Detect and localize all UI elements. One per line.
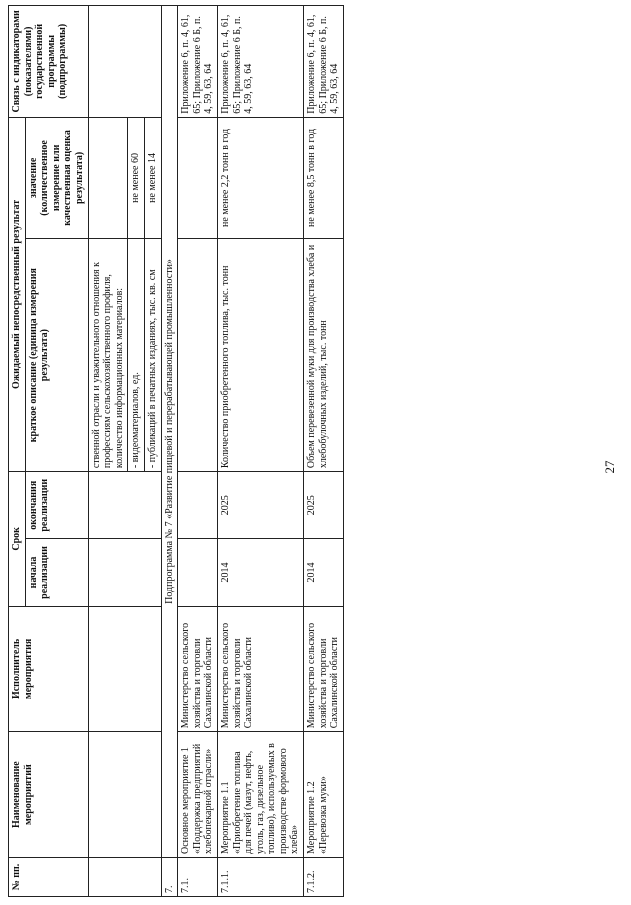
row-num: 7.1. bbox=[178, 857, 218, 896]
row-link: Приложение 6, п. 4, 61, 65; Приложение 6 Б, п. 4, 59, 63, 64 bbox=[178, 6, 218, 118]
program-table bbox=[8, 5, 344, 897]
row-start bbox=[178, 539, 218, 606]
row-value: не менее 2,2 тонн в год bbox=[217, 117, 303, 238]
row-start: 2014 bbox=[304, 539, 344, 606]
header-result: Ожидаемый непосредственный результат bbox=[9, 117, 26, 471]
row-executor: Министерство сельского хозяйства и торговли Сахалинской области bbox=[178, 606, 218, 732]
carry-over-item-desc: - видеоматериалов, ед. bbox=[128, 239, 145, 472]
header-name: Наименование мероприятий bbox=[9, 732, 89, 858]
row-end bbox=[178, 472, 218, 539]
table-row bbox=[178, 6, 218, 897]
cell-empty bbox=[88, 117, 128, 238]
carry-over-item-value: не менее 60 bbox=[128, 117, 145, 238]
row-name: Основное мероприятие 1 «Поддержка предприятий хлебопекарной отрасли» bbox=[178, 732, 218, 858]
header-term-start: начала реализации bbox=[25, 539, 88, 606]
header-num: № пп. bbox=[9, 857, 89, 896]
page-number: 27 bbox=[602, 460, 617, 474]
carry-over-description: ственной отрасли и уважительного отношения к профессиям сельскохозяйственного профиля, количество информационных материалов: bbox=[88, 239, 128, 472]
table-row bbox=[304, 6, 344, 897]
row-name: Мероприятие 1.2 «Перевозка муки» bbox=[304, 732, 344, 858]
row-value bbox=[178, 117, 218, 238]
header-term-end: окончания реализации bbox=[25, 472, 88, 539]
row-executor: Министерство сельского хозяйства и торговли Сахалинской области bbox=[304, 606, 344, 732]
header-term: Срок bbox=[9, 472, 26, 606]
header-result-desc: краткое описание (единица измерения результата) bbox=[25, 239, 88, 472]
subprogram-num: 7. bbox=[161, 857, 178, 896]
header-link: Связь с индикаторами (показателями) государственной программы (подпрограммы) bbox=[9, 6, 89, 118]
subprogram-row bbox=[161, 6, 178, 897]
row-desc: Количество приобретенного топлива, тыс. тонн bbox=[217, 239, 303, 472]
header-result-value: значение (количественное измерение или качественная оценка результата) bbox=[25, 117, 88, 238]
carry-over-item-value: не менее 14 bbox=[144, 117, 161, 238]
row-desc bbox=[178, 239, 218, 472]
carry-over-row bbox=[88, 6, 128, 897]
row-end: 2025 bbox=[304, 472, 344, 539]
cell-empty bbox=[88, 732, 161, 858]
row-name: Мероприятие 1.1 «Приобретение топлива для печей (мазут, нефть, уголь, газ, дизельное топливо), используемых в производстве формового хлеба» bbox=[217, 732, 303, 858]
row-start: 2014 bbox=[217, 539, 303, 606]
cell-empty bbox=[88, 6, 161, 118]
row-desc: Объем перевезенной муки для производства хлеба и хлебобулочных изделий, тыс. тонн bbox=[304, 239, 344, 472]
carry-over-item-desc: - публикаций в печатных изданиях, тыс. кв. см bbox=[144, 239, 161, 472]
row-num: 7.1.1. bbox=[217, 857, 303, 896]
row-end: 2025 bbox=[217, 472, 303, 539]
row-link: Приложение 6, п. 4, 61, 65; Приложение 6 Б, п. 4, 59, 63, 64 bbox=[217, 6, 303, 118]
row-executor: Министерство сельского хозяйства и торговли Сахалинской области bbox=[217, 606, 303, 732]
row-link: Приложение 6, п. 4, 61, 65; Приложение 6 Б, п. 4, 59, 63, 64 bbox=[304, 6, 344, 118]
header-executor: Исполнитель мероприятия bbox=[9, 606, 89, 732]
row-num: 7.1.2. bbox=[304, 857, 344, 896]
cell-empty bbox=[88, 857, 161, 896]
row-value: не менее 8,5 тонн в год bbox=[304, 117, 344, 238]
header-row bbox=[9, 6, 26, 897]
table-row bbox=[217, 6, 303, 897]
cell-empty bbox=[88, 472, 161, 539]
cell-empty bbox=[88, 606, 161, 732]
cell-empty bbox=[88, 539, 161, 606]
subprogram-title: Подпрограмма № 7 «Развитие пищевой и перерабатывающей промышленности» bbox=[161, 6, 178, 858]
